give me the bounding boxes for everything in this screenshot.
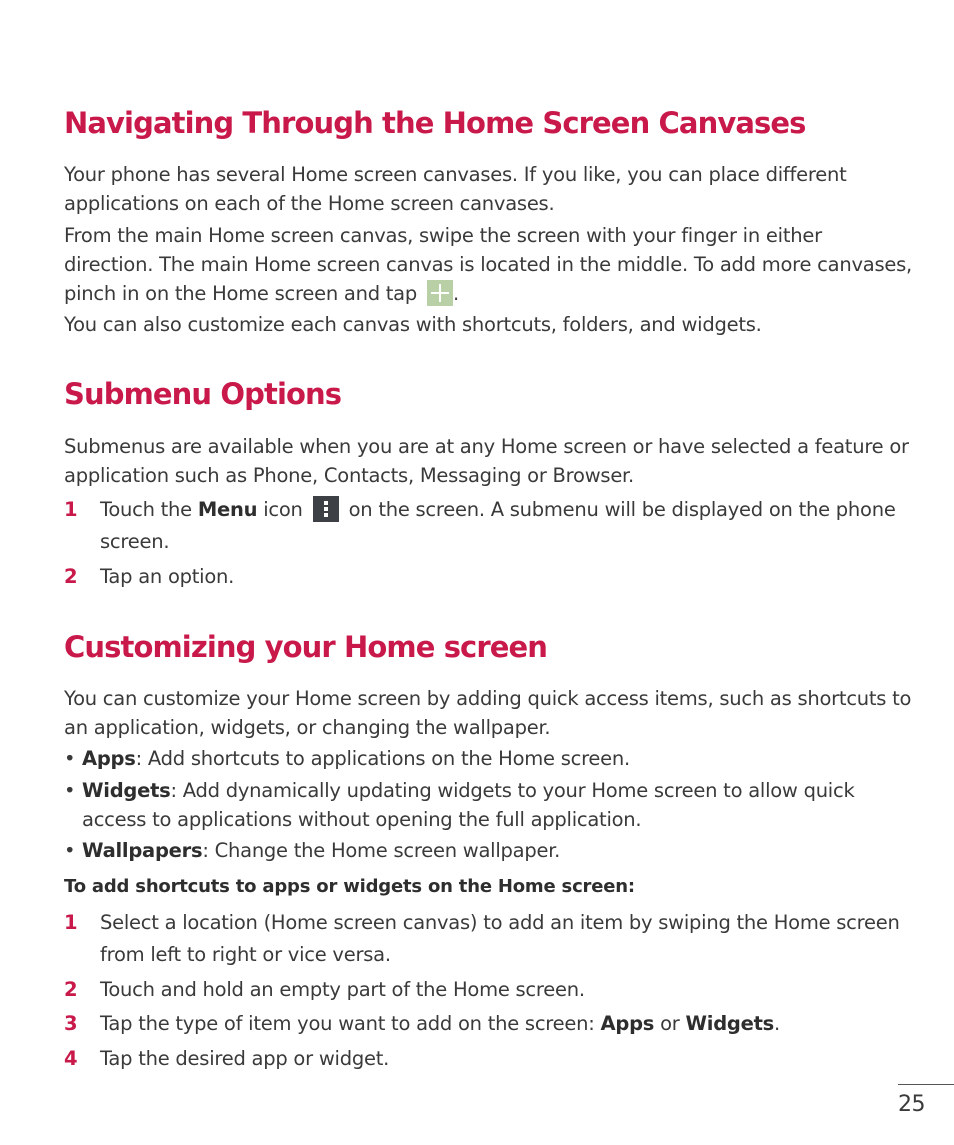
heading-customizing-home: Customizing your Home screen (64, 630, 548, 664)
step-text: Tap an option. (100, 565, 235, 588)
step-text: Select a location (Home screen canvas) to add an item by swiping the Home screen from left to right or vice versa. (100, 911, 900, 966)
paragraph-swipe-canvas (64, 221, 914, 308)
heading-submenu-options: Submenu Options (64, 377, 342, 411)
paragraph-swipe-text: From the main Home screen canvas, swipe the screen with your finger in either direction. The main Home screen canvas is located in the middle. To add more canvases, pinch in on the Home screen and tap (64, 224, 912, 305)
bullet-apps: • Apps: Add shortcuts to applications on the Home screen. (64, 744, 914, 773)
heading-navigating-canvases: Navigating Through the Home Screen Canvases (64, 106, 806, 140)
menu-label: Menu (197, 498, 258, 521)
bullet-wallpapers: • Wallpapers: Change the Home screen wallpaper. (64, 836, 914, 865)
step-text: Tap the type of item you want to add on the screen: Apps or Widgets. (100, 1012, 780, 1035)
step-number: 1 (64, 911, 78, 934)
paragraph-canvases-intro: Your phone has several Home screen canvases. If you like, you can place different applications on each of the Home screen canvases. (64, 163, 847, 215)
submenu-step-1 (64, 494, 914, 558)
bullet-dot: • (64, 747, 76, 770)
bullet-dot: • (64, 839, 76, 862)
paragraph-customize-canvas: You can also customize each canvas with shortcuts, folders, and widgets. (64, 313, 762, 336)
paragraph-submenu-intro: Submenus are available when you are at any Home screen or have selected a feature or application such as Phone, Contacts, Messaging or Browser. (64, 435, 909, 487)
footer-divider (898, 1084, 954, 1085)
shortcut-step-2 (64, 974, 914, 1006)
step-text: Tap the desired app or widget. (100, 1047, 390, 1070)
plus-icon (427, 280, 453, 306)
page-number: 25 (898, 1092, 925, 1117)
bullet-widgets: • Widgets: Add dynamically updating widgets to your Home screen to allow quick access to applications without opening the full application. (64, 776, 914, 834)
shortcut-step-1 (64, 907, 914, 971)
step-number: 2 (64, 565, 78, 588)
submenu-step-2 (64, 561, 914, 593)
step-number: 3 (64, 1012, 78, 1035)
step-text: Touch the Menu icon on the screen. A submenu will be displayed on the phone screen. (100, 498, 896, 553)
menu-icon (313, 496, 339, 522)
step-number: 1 (64, 498, 78, 521)
step-number: 2 (64, 978, 78, 1001)
shortcut-step-3 (64, 1008, 914, 1040)
bullet-dot: • (64, 779, 76, 802)
step-number: 4 (64, 1047, 78, 1070)
subheading-add-shortcuts: To add shortcuts to apps or widgets on the Home screen: (64, 876, 635, 897)
paragraph-customize-intro: You can customize your Home screen by adding quick access items, such as shortcuts to an application, widgets, or changing the wallpaper. (64, 687, 912, 739)
shortcut-step-4 (64, 1043, 914, 1075)
step-text: Touch and hold an empty part of the Home screen. (100, 978, 585, 1001)
paragraph-swipe-end: . (452, 282, 459, 305)
